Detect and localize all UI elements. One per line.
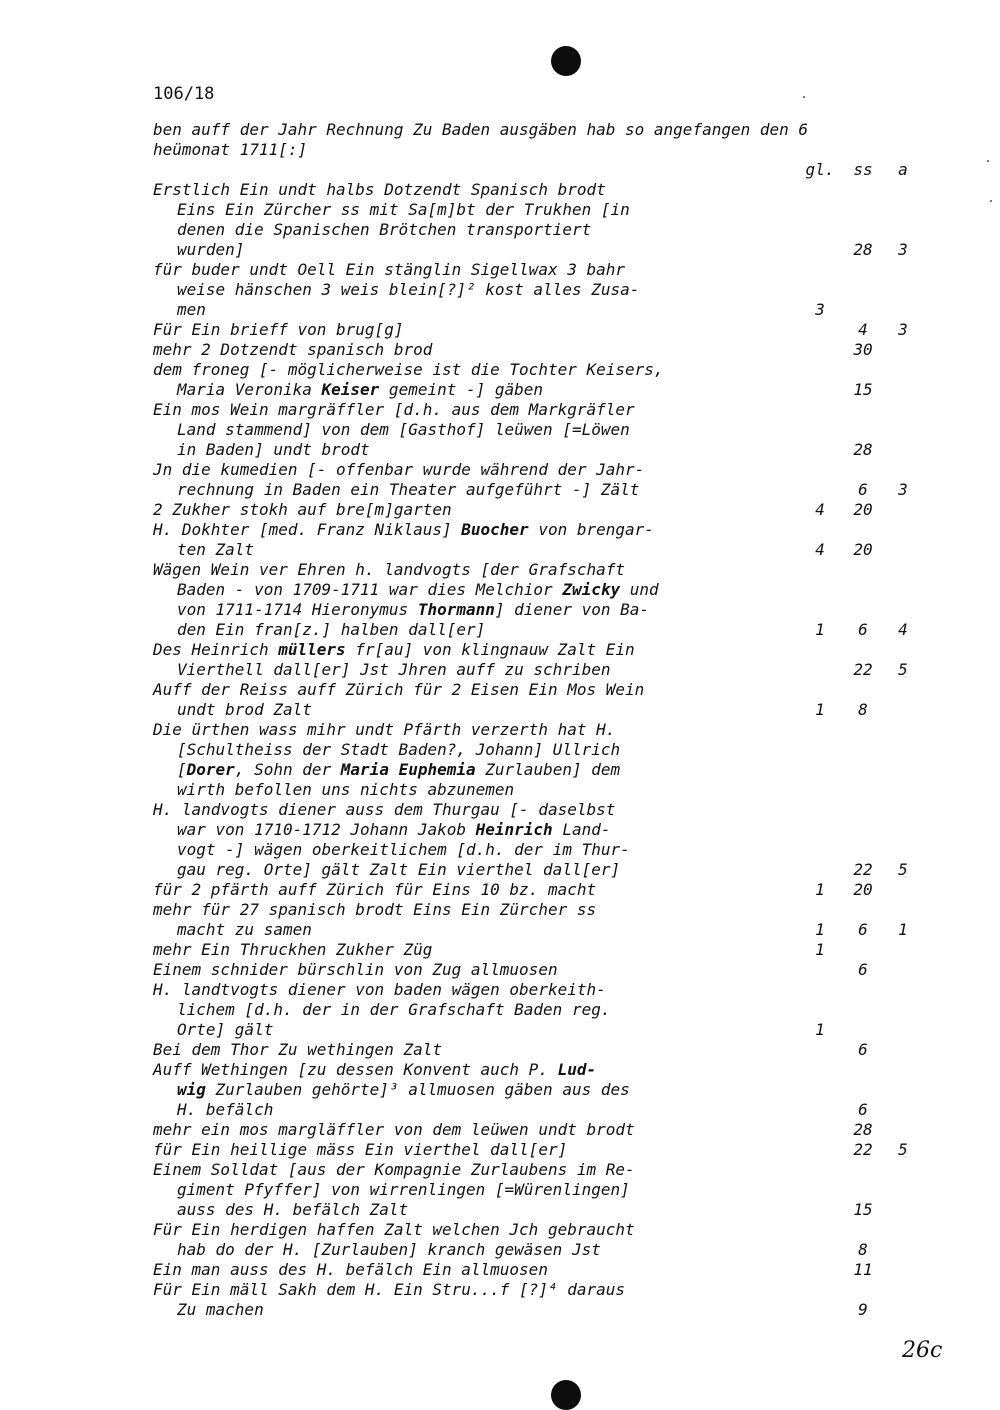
ledger-entry	[153, 1220, 913, 1260]
entry-schilling: 22	[853, 660, 873, 679]
entry-text	[153, 1040, 783, 1060]
entry-text	[153, 1140, 783, 1160]
ledger-entry	[153, 320, 913, 340]
punch-hole-top	[551, 46, 581, 76]
entry-line: Einem schnider bürschlin von Zug allmuosen	[153, 960, 558, 979]
entry-line: Einem Solldat [aus der Kompagnie Zurlaubens im Re-	[153, 1160, 635, 1179]
entry-text	[153, 400, 783, 460]
entry-schilling: 8	[858, 1240, 868, 1259]
entry-line: lichem [d.h. der in der Grafschaft Baden reg.	[177, 1000, 611, 1019]
entry-text	[153, 1120, 783, 1140]
entry-text	[153, 340, 783, 360]
entry-text	[153, 880, 783, 900]
entry-line: macht zu samen	[177, 920, 312, 939]
entry-schilling: 22	[853, 860, 873, 879]
entry-schilling: 4	[858, 320, 868, 339]
entry-schilling: 20	[853, 500, 873, 519]
entry-schilling: 6	[858, 480, 868, 499]
entry-line: wirth befollen uns nichts abzunemen	[177, 780, 515, 799]
entry-line: men	[177, 300, 206, 319]
entry-line: Auff der Reiss auff Zürich für 2 Eisen Ein Mos Wein	[153, 680, 645, 699]
entry-line: giment Pfyffer] von wirrenlingen [=Würenlingen]	[177, 1180, 630, 1199]
entry-text	[153, 500, 783, 520]
entry-line: Ein mos Wein margräffler [d.h. aus dem Markgräfler	[153, 400, 635, 419]
column-header-gl: gl.	[805, 160, 835, 179]
entry-line: dem froneg [- möglicherweise ist die Tochter Keisers,	[153, 360, 664, 379]
entry-line: wig Zurlauben gehörte]³ allmuosen gäben aus des	[177, 1080, 630, 1099]
ledger-entry	[153, 360, 913, 400]
ledger-entry	[153, 1120, 913, 1140]
entry-line: mehr für 27 spanisch brodt Eins Ein Zürcher ss	[153, 900, 597, 919]
entry-gulden: 1	[815, 920, 825, 939]
entry-line: denen die Spanischen Brötchen transportiert	[177, 220, 592, 239]
entry-schilling: 6	[858, 960, 868, 979]
ledger-entry	[153, 980, 913, 1040]
entry-angster: 3	[898, 240, 908, 259]
entry-gulden: 1	[815, 940, 825, 959]
entry-text	[153, 960, 783, 980]
ledger-entry	[153, 960, 913, 980]
ledger-entries	[153, 180, 913, 1320]
page-id: 106/18	[153, 84, 215, 104]
entry-line: mehr 2 Dotzendt spanisch brod	[153, 340, 433, 359]
entry-text	[153, 320, 783, 340]
entry-line: Auff Wethingen [zu dessen Konvent auch P. Lud-	[153, 1060, 597, 1079]
entry-line: hab do der H. [Zurlauben] kranch gewäsen Jst	[177, 1240, 601, 1259]
entry-angster: 1	[898, 920, 908, 939]
entry-line: Ein man auss des H. befälch Ein allmuosen	[153, 1260, 548, 1279]
ledger-entry	[153, 1280, 913, 1320]
ledger-document	[153, 120, 913, 1320]
entry-text	[153, 640, 783, 680]
ledger-entry	[153, 460, 913, 500]
ledger-entry	[153, 180, 913, 260]
entry-schilling: 6	[858, 620, 868, 639]
entry-text	[153, 520, 783, 560]
entry-line: Orte] gält	[177, 1020, 274, 1039]
entry-schilling: 28	[853, 1120, 873, 1139]
entry-text	[153, 460, 783, 500]
entry-text	[153, 1280, 783, 1320]
entry-line: Für Ein mäll Sakh dem H. Ein Stru...f [?]⁴ daraus	[153, 1280, 626, 1299]
ledger-intro	[153, 120, 913, 160]
entry-angster: 5	[898, 1140, 908, 1159]
entry-line: Land stammend] von dem [Gasthof] leüwen [=Löwen	[177, 420, 630, 439]
entry-text	[153, 360, 783, 400]
ledger-entry	[153, 400, 913, 460]
entry-schilling: 28	[853, 240, 873, 259]
entry-line: [Schultheiss der Stadt Baden?, Johann] Ullrich	[177, 740, 621, 759]
entry-angster: 5	[898, 860, 908, 879]
ledger-entry	[153, 640, 913, 680]
entry-schilling: 28	[853, 440, 873, 459]
entry-text	[153, 560, 783, 640]
entry-text	[153, 980, 783, 1040]
entry-line: Für Ein herdigen haffen Zalt welchen Jch gebraucht	[153, 1220, 635, 1239]
entry-line: wurden]	[177, 240, 245, 259]
entry-schilling: 11	[853, 1260, 873, 1279]
entry-schilling: 22	[853, 1140, 873, 1159]
entry-gulden: 1	[815, 620, 825, 639]
entry-line: von 1711-1714 Hieronymus Thormann] diener von Ba-	[177, 600, 650, 619]
entry-text	[153, 900, 783, 940]
entry-angster: 3	[898, 320, 908, 339]
entry-line: H. landtvogts diener von baden wägen oberkeith-	[153, 980, 606, 999]
column-header-a: a	[898, 160, 908, 179]
entry-text	[153, 940, 783, 960]
entry-angster: 4	[898, 620, 908, 639]
entry-schilling: 30	[853, 340, 873, 359]
entry-line: für 2 pfärth auff Zürich für Eins 10 bz. macht	[153, 880, 597, 899]
entry-text	[153, 680, 783, 720]
entry-line: Die ürthen wass mihr undt Pfärth verzerth hat H.	[153, 720, 616, 739]
entry-line: Für Ein brieff von brug[g]	[153, 320, 404, 339]
ledger-entry	[153, 1260, 913, 1280]
ledger-entry	[153, 940, 913, 960]
entry-text	[153, 260, 783, 320]
entry-schilling: 6	[858, 920, 868, 939]
entry-line: mehr ein mos margläffler von dem leüwen undt brodt	[153, 1120, 635, 1139]
ledger-entry	[153, 500, 913, 520]
entry-line: undt brod Zalt	[177, 700, 312, 719]
entry-line: den Ein fran[z.] halben dall[er]	[177, 620, 486, 639]
paper-speck	[803, 96, 805, 98]
entry-line: in Baden] undt brodt	[177, 440, 370, 459]
entry-text	[153, 800, 783, 880]
intro-line: ben auff der Jahr Rechnung Zu Baden ausgäben hab so angefangen den 6	[153, 120, 809, 139]
entry-line: H. Dokhter [med. Franz Niklaus] Buocher von brengar-	[153, 520, 654, 539]
entry-line: Erstlich Ein undt halbs Dotzendt Spanisch brodt	[153, 180, 606, 199]
entry-gulden: 4	[815, 500, 825, 519]
ledger-entry	[153, 880, 913, 900]
entry-line: Vierthell dall[er] Jst Jhren auff zu schriben	[177, 660, 611, 679]
paper-speck	[990, 200, 992, 202]
entry-angster: 5	[898, 660, 908, 679]
entry-line: Jn die kumedien [- offenbar wurde während der Jahr-	[153, 460, 645, 479]
entry-text	[153, 1060, 783, 1120]
punch-hole-bottom	[551, 1380, 581, 1410]
entry-gulden: 1	[815, 880, 825, 899]
entry-line: Eins Ein Zürcher ss mit Sa[m]bt der Trukhen [in	[177, 200, 630, 219]
ledger-entry	[153, 520, 913, 560]
paper-speck	[987, 160, 989, 162]
entry-text	[153, 1220, 783, 1260]
entry-schilling: 20	[853, 880, 873, 899]
entry-line: H. befälch	[177, 1100, 274, 1119]
entry-line: [Dorer, Sohn der Maria Euphemia Zurlauben] dem	[177, 760, 621, 779]
ledger-entry	[153, 900, 913, 940]
entry-line: vogt -] wägen oberkeitlichem [d.h. der im Thur-	[177, 840, 630, 859]
entry-gulden: 1	[815, 700, 825, 719]
entry-line: mehr Ein Thruckhen Zukher Züg	[153, 940, 433, 959]
entry-line: H. landvogts diener auss dem Thurgau [- daselbst	[153, 800, 616, 819]
entry-gulden: 1	[815, 1020, 825, 1039]
entry-line: Bei dem Thor Zu wethingen Zalt	[153, 1040, 442, 1059]
entry-line: auss des H. befälch Zalt	[177, 1200, 409, 1219]
ledger-entry	[153, 1040, 913, 1060]
entry-line: war von 1710-1712 Johann Jakob Heinrich Land-	[177, 820, 611, 839]
entry-line: Zu machen	[177, 1300, 264, 1319]
entry-schilling: 15	[853, 1200, 873, 1219]
entry-schilling: 9	[858, 1300, 868, 1319]
entry-line: rechnung in Baden ein Theater aufgeführt -] Zält	[177, 480, 640, 499]
entry-schilling: 15	[853, 380, 873, 399]
entry-line: Des Heinrich müllers fr[au] von klingnauw Zalt Ein	[153, 640, 635, 659]
entry-text	[153, 720, 783, 800]
entry-text	[153, 180, 783, 260]
entry-schilling: 20	[853, 540, 873, 559]
column-header-ss: ss	[853, 160, 873, 179]
entry-line: 2 Zukher stokh auf bre[m]garten	[153, 500, 452, 519]
ledger-entry	[153, 260, 913, 320]
archive-signature: 26c	[902, 1338, 943, 1363]
entry-line: Maria Veronika Keiser gemeint -] gäben	[177, 380, 544, 399]
entry-schilling: 6	[858, 1040, 868, 1059]
entry-angster: 3	[898, 480, 908, 499]
ledger-entry	[153, 720, 913, 800]
ledger-entry	[153, 1140, 913, 1160]
entry-gulden: 4	[815, 540, 825, 559]
entry-line: Baden - von 1709-1711 war dies Melchior Zwicky und	[177, 580, 659, 599]
ledger-entry	[153, 1160, 913, 1220]
column-header	[153, 160, 913, 180]
entry-text	[153, 1160, 783, 1220]
entry-line: weise hänschen 3 weis blein[?]² kost alles Zusa-	[177, 280, 640, 299]
entry-schilling: 6	[858, 1100, 868, 1119]
entry-line: ten Zalt	[177, 540, 255, 559]
entry-line: Wägen Wein ver Ehren h. landvogts [der Grafschaft	[153, 560, 626, 579]
ledger-entry	[153, 680, 913, 720]
ledger-entry	[153, 800, 913, 880]
ledger-entry	[153, 560, 913, 640]
entry-line: für Ein heillige mäss Ein vierthel dall[er]	[153, 1140, 568, 1159]
entry-line: für buder undt Oell Ein stänglin Sigellwax 3 bahr	[153, 260, 626, 279]
intro-line: heümonat 1711[:]	[153, 140, 308, 159]
entry-text	[153, 1260, 783, 1280]
entry-schilling: 8	[858, 700, 868, 719]
ledger-entry	[153, 340, 913, 360]
ledger-entry	[153, 1060, 913, 1120]
entry-gulden: 3	[815, 300, 825, 319]
entry-line: gau reg. Orte] gält Zalt Ein vierthel dall[er]	[177, 860, 621, 879]
